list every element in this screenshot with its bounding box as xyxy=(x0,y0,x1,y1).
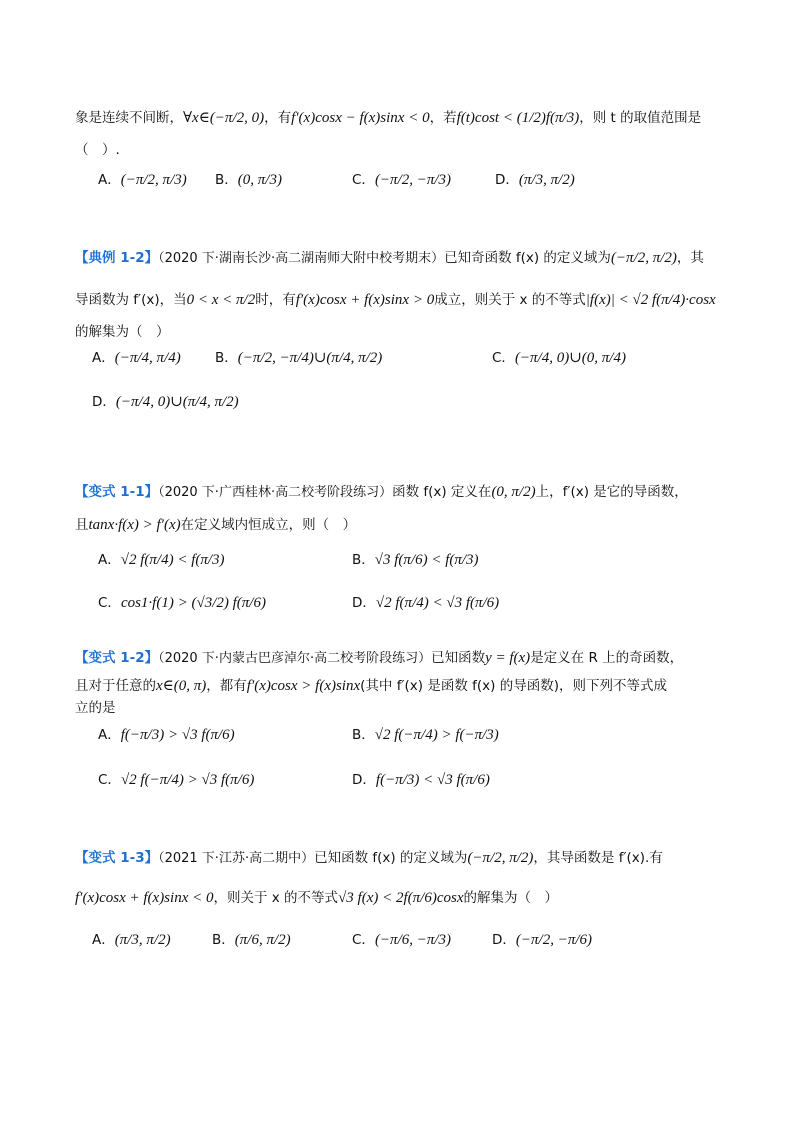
var13-tag: 【变式 1-3】 xyxy=(75,850,159,866)
intro-line-1: 象是连续不间断，∀x∈(−π/2, 0)，有f′(x)cosx − f(x)sinx < 0，若f(t)cost < (1/2)f(π/3)，则 t 的取值范围是 xyxy=(75,110,702,126)
var11-line-1: 【变式 1-1】（2020 下·广西桂林·高二校考阶段练习）函数 f(x) 定义在(0, π/2)上，f′(x) 是它的导函数， xyxy=(75,484,688,500)
var12-option-c: C．√2 f(−π/4) > √3 f(π/6) xyxy=(98,772,255,788)
var13-option-c: C．(−π/6, −π/3) xyxy=(352,932,452,948)
var11-tag: 【变式 1-1】 xyxy=(75,484,159,500)
var12-option-d: D．f(−π/3) < √3 f(π/6) xyxy=(352,772,490,788)
intro-option-d: D．(π/3, π/2) xyxy=(495,172,575,188)
var11-option-c: C．cos1·f(1) > (√3/2) f(π/6) xyxy=(98,595,266,611)
var13-option-d: D．(−π/2, −π/6) xyxy=(492,932,593,948)
intro-option-a: A．(−π/2, π/3) xyxy=(98,172,187,188)
ex12-option-a: A．(−π/4, π/4) xyxy=(92,350,181,366)
var11-option-d: D．√2 f(π/4) < √3 f(π/6) xyxy=(352,595,500,611)
ex12-option-b: B．(−π/2, −π/4)∪(π/4, π/2) xyxy=(215,350,383,366)
ex12-line-1: 【典例 1-2】（2020 下·湖南长沙·高二湖南师大附中校考期末）已知奇函数 f(x) 的定义域为(−π/2, π/2)，其 xyxy=(75,250,704,266)
var12-option-b: B．√2 f(−π/4) > f(−π/3) xyxy=(352,727,499,743)
var11-option-b: B．√3 f(π/6) < f(π/3) xyxy=(352,552,479,568)
ex12-option-d: D．(−π/4, 0)∪(π/4, π/2) xyxy=(92,394,239,410)
var13-option-a: A．(π/3, π/2) xyxy=(92,932,171,948)
var13-line-1: 【变式 1-3】（2021 下·江苏·高二期中）已知函数 f(x) 的定义域为(−π/2, π/2)，其导函数是 f′(x).有 xyxy=(75,850,663,866)
var12-line-3: 立的是 xyxy=(75,700,116,716)
intro-option-b: B．(0, π/3) xyxy=(215,172,282,188)
intro-option-c: C．(−π/2, −π/3) xyxy=(352,172,452,188)
ex12-line-2: 导函数为 f′(x)，当0 < x < π/2时，有f′(x)cosx + f(x)sinx > 0成立，则关于 x 的不等式|f(x)| < √2 f(π/4)·cosx xyxy=(75,292,716,308)
ex12-line-3: 的解集为（ ） xyxy=(75,324,170,340)
var12-line-2: 且对于任意的x∈(0, π)，都有f′(x)cosx > f(x)sinx(其中 f′(x) 是函数 f(x) 的导函数)，则下列不等式成 xyxy=(75,678,667,694)
var12-line-1: 【变式 1-2】（2020 下·内蒙古巴彦淖尔·高二校考阶段练习）已知函数y = f(x)是定义在 R 上的奇函数， xyxy=(75,650,684,666)
var12-tag: 【变式 1-2】 xyxy=(75,650,159,666)
var11-option-a: A．√2 f(π/4) < f(π/3) xyxy=(98,552,225,568)
var13-line-2: f′(x)cosx + f(x)sinx < 0，则关于 x 的不等式√3 f(x) < 2f(π/6)cosx的解集为（ ） xyxy=(75,890,558,906)
intro-line-2: （ ）. xyxy=(75,142,120,158)
ex12-tag: 【典例 1-2】 xyxy=(75,250,159,266)
var13-option-b: B．(π/6, π/2) xyxy=(212,932,291,948)
ex12-option-c: C．(−π/4, 0)∪(0, π/4) xyxy=(492,350,626,366)
var12-option-a: A．f(−π/3) > √3 f(π/6) xyxy=(98,727,235,743)
var11-line-2: 且tanx·f(x) > f′(x)在定义域内恒成立，则（ ） xyxy=(75,517,357,533)
